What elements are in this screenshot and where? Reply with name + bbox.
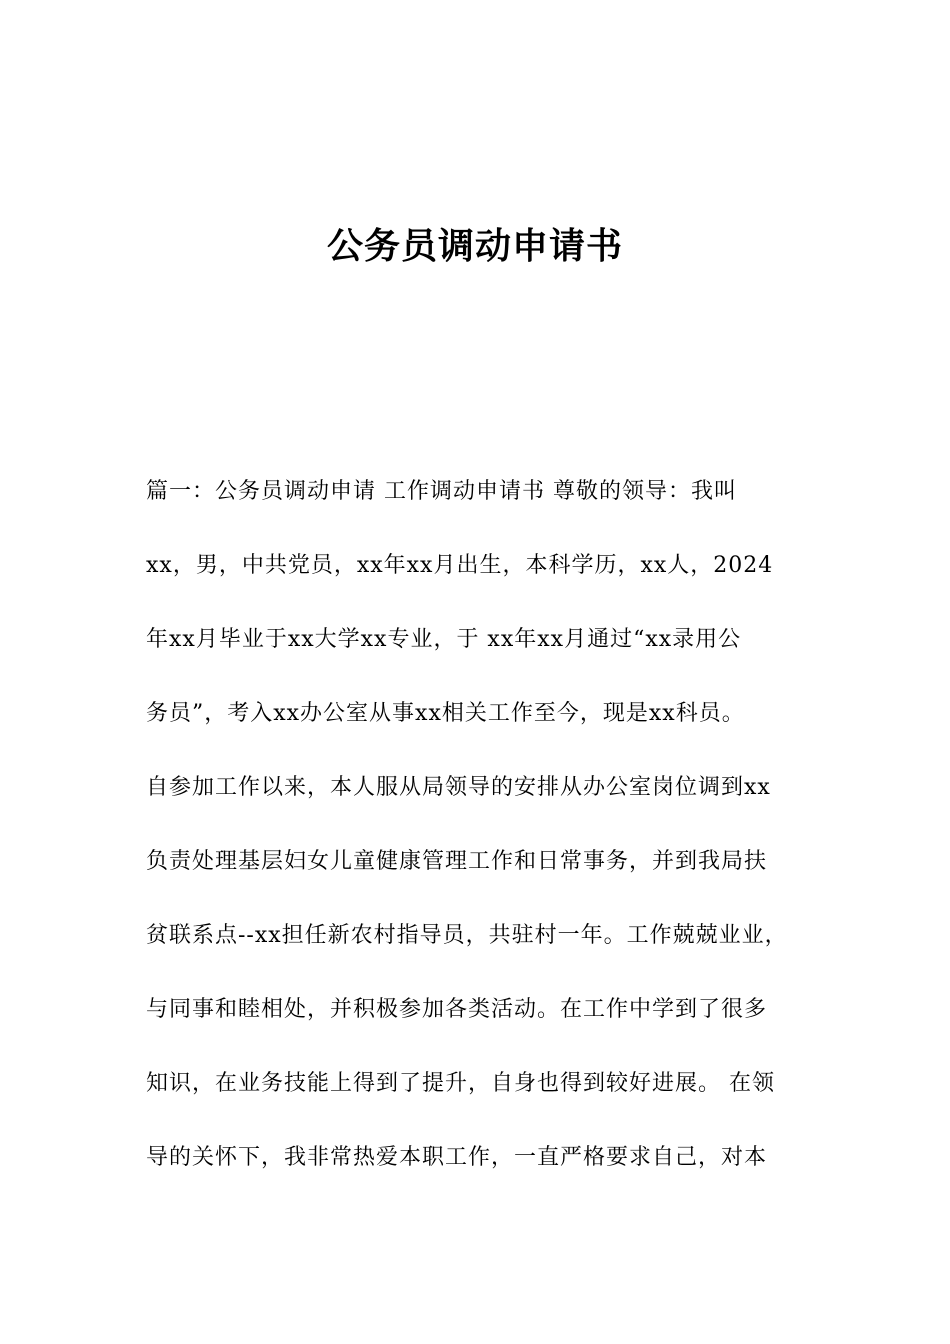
text-line: xx，男，中共党员，xx年xx月出生，本科学历，xx人，2024 (146, 553, 774, 578)
document-title: 公务员调动申请书 (326, 226, 623, 267)
document-body (146, 455, 836, 1195)
text-line: 贫联系点--xx担任新农村指导员，共驻村一年。工作兢兢业业， (146, 923, 788, 948)
text-line: 与同事和睦相处，并积极参加各类活动。在工作中学到了很多 (146, 997, 768, 1022)
text-line: 自参加工作以来，本人服从局领导的安排从办公室岗位调到xx (146, 775, 771, 800)
text-line: 负责处理基层妇女儿童健康管理工作和日常事务，并到我局扶 (146, 849, 768, 874)
text-line: 年xx月毕业于xx大学xx专业，于 xx年xx月通过“xx录用公 (146, 627, 742, 652)
text-line: 导的关怀下，我非常热爱本职工作，一直严格要求自己，对本 (146, 1145, 768, 1170)
text-line: 篇一：公务员调动申请 工作调动申请书 尊敬的领导：我叫 (146, 479, 737, 504)
text-line: 务员”，考入xx办公室从事xx相关工作至今，现是xx科员。 (146, 701, 745, 726)
text-line: 知识，在业务技能上得到了提升，自身也得到较好进展。 在领 (146, 1071, 775, 1096)
